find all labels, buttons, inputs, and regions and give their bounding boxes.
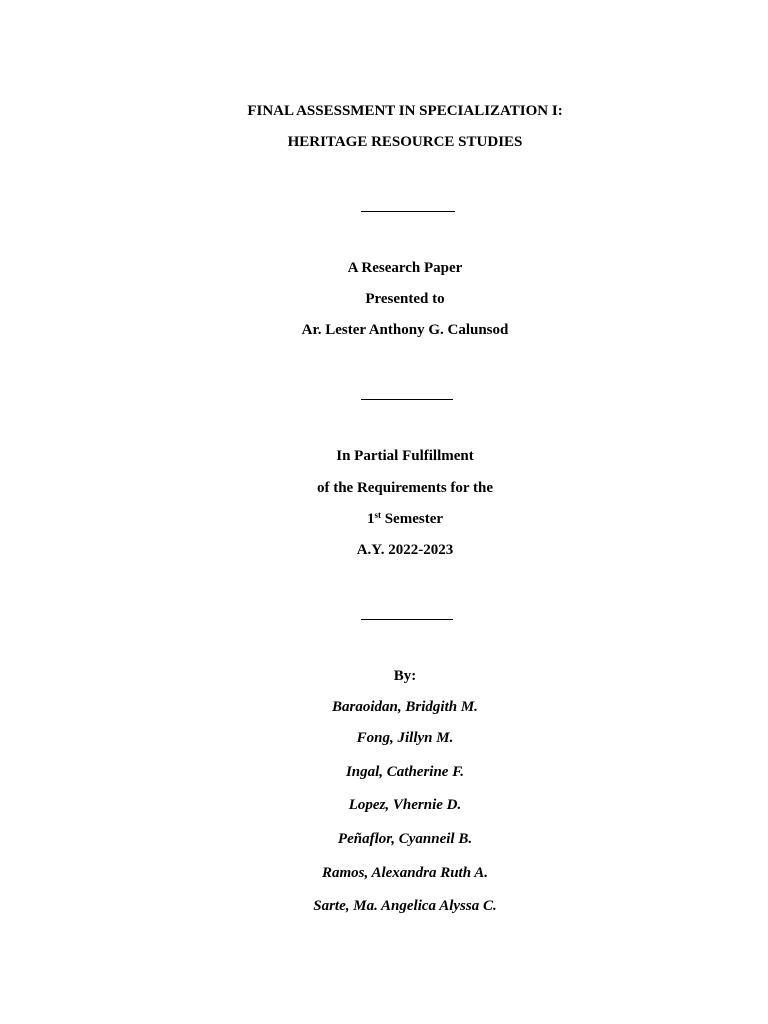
fulfillment-line-2: of the Requirements for the <box>316 480 494 496</box>
adviser-name: Ar. Lester Anthony G. Calunsod <box>301 322 509 338</box>
fulfillment-line-1: In Partial Fulfillment <box>336 448 474 464</box>
author-name: Lopez, Vhernie D. <box>348 797 462 813</box>
semester-word: Semester <box>380 511 444 527</box>
divider-rule <box>361 211 455 212</box>
semester-suffix: st <box>374 510 381 520</box>
paper-type: A Research Paper <box>347 260 463 276</box>
academic-year: A.Y. 2022-2023 <box>356 542 454 558</box>
semester-line <box>0 510 768 528</box>
semester-number: 1 <box>366 511 375 527</box>
divider-rule <box>361 399 453 400</box>
divider-rule <box>361 619 453 620</box>
author-name: Baraoidan, Bridgith M. <box>332 699 478 715</box>
author-name: Ingal, Catherine F. <box>345 764 465 780</box>
author-name: Sarte, Ma. Angelica Alyssa C. <box>313 898 497 914</box>
author-name: Peñaflor, Cyanneil B. <box>337 831 473 847</box>
author-name: Ramos, Alexandra Ruth A. <box>321 865 489 881</box>
title-line-1: FINAL ASSESSMENT IN SPECIALIZATION I: <box>247 103 563 119</box>
by-label: By: <box>393 668 417 684</box>
author-name: Fong, Jillyn M. <box>356 730 454 746</box>
title-line-2: HERITAGE RESOURCE STUDIES <box>287 134 523 150</box>
presented-to: Presented to <box>365 291 445 307</box>
